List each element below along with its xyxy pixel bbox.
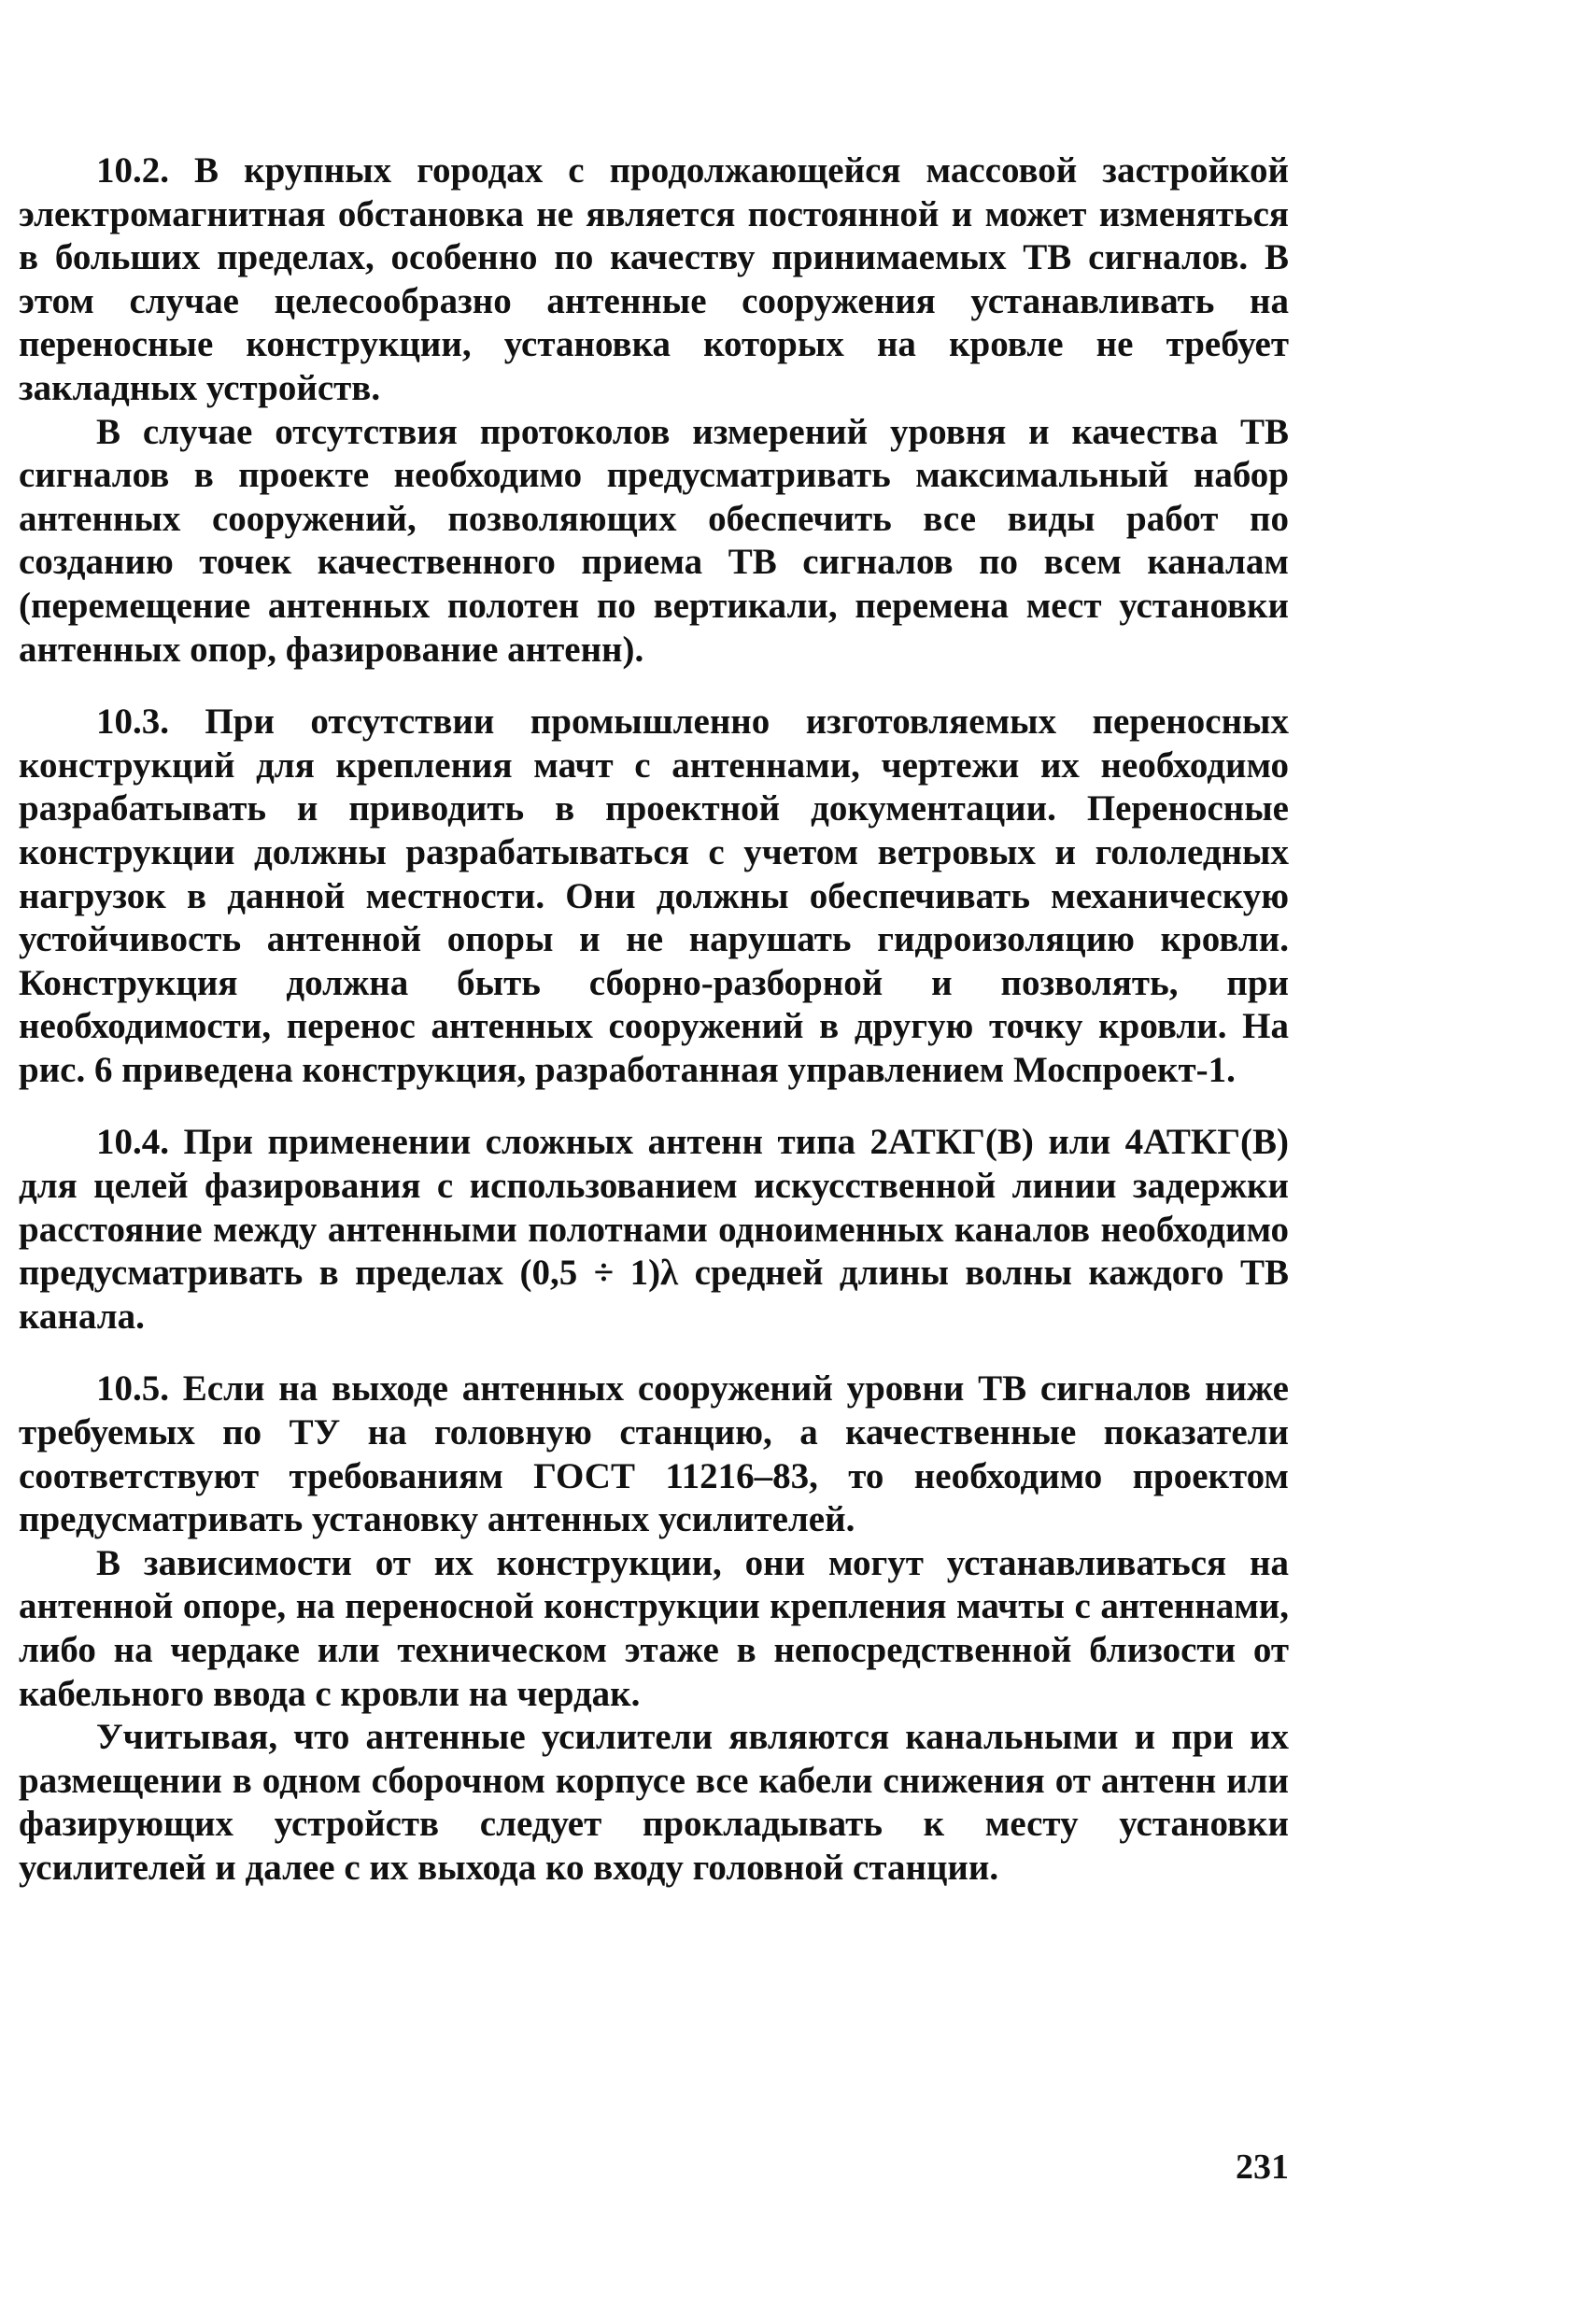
paragraph-10-3: 10.3. При отсутствии промышленно изготовляемых переносных конструкций для крепления мачт с антеннами, чертежи их необходимо разрабатывать и приводить в проектной документации. Переносные конструкции должны разрабатываться с учетом ветровых и гололедных нагрузок в данной местности. Они должны обеспечивать механическую устойчивость антенной опоры и не нарушать гидроизоляцию кровли. Конструкция должна быть сборно-разборной и позволять, при необходимости, перенос антенных сооружений в другую точку кровли. На рис. 6 приведена конструкция, разработанная управлением Моспроект-1.: [19, 701, 1289, 1090]
page-number: 231: [1236, 2147, 1289, 2187]
paragraph-10-5-cabling: Учитывая, что антенные усилители являются канальными и при их размещении в одном сборочном корпусе все кабели снижения от антенн или фазирующих устройств следует прокладывать к месту установки усилителей и далее с их выхода ко входу головной станции.: [19, 1717, 1289, 1888]
paragraph-10-4: 10.4. При применении сложных антенн типа 2АТКГ(В) или 4АТКГ(В) для целей фазирования с использованием искусственной линии задержки расстояние между антенными полотнами одноименных каналов необходимо предусматривать в пределах (0,5 ÷ 1)λ средней длины волны каждого ТВ канала.: [19, 1122, 1289, 1337]
paragraph-10-2-continued: В случае отсутствия протоколов измерений уровня и качества ТВ сигналов в проекте необходимо предусматривать максимальный набор антенных сооружений, позволяющих обеспечить все виды работ по созданию точек качественного приема ТВ сигналов по всем каналам (перемещение антенных полотен по вертикали, перемена мест установки антенных опор, фазирование антенн).: [19, 411, 1289, 670]
paragraph-10-5-placement: В зависимости от их конструкции, они могут устанавливаться на антенной опоре, на переносной конструкции крепления мачты с антеннами, либо на чердаке или техническом этаже в непосредственной близости от кабельного ввода с кровли на чердак.: [19, 1542, 1289, 1714]
body-text: [19, 149, 1289, 1891]
paragraph-10-2: 10.2. В крупных городах с продолжающейся массовой застройкой электромагнитная обстановка не является постоянной и может изменяться в больших пределах, особенно по качеству принимаемых ТВ сигналов. В этом случае целесообразно антенные сооружения устанавливать на переносные конструкции, установка которых на кровле не требует закладных устройств.: [19, 150, 1289, 408]
paragraph-10-5: 10.5. Если на выходе антенных сооружений уровни ТВ сигналов ниже требуемых по ТУ на головную станцию, а качественные показатели соответствуют требованиям ГОСТ 11216–83, то необходимо проектом предусматривать установку антенных усилителей.: [19, 1368, 1289, 1540]
